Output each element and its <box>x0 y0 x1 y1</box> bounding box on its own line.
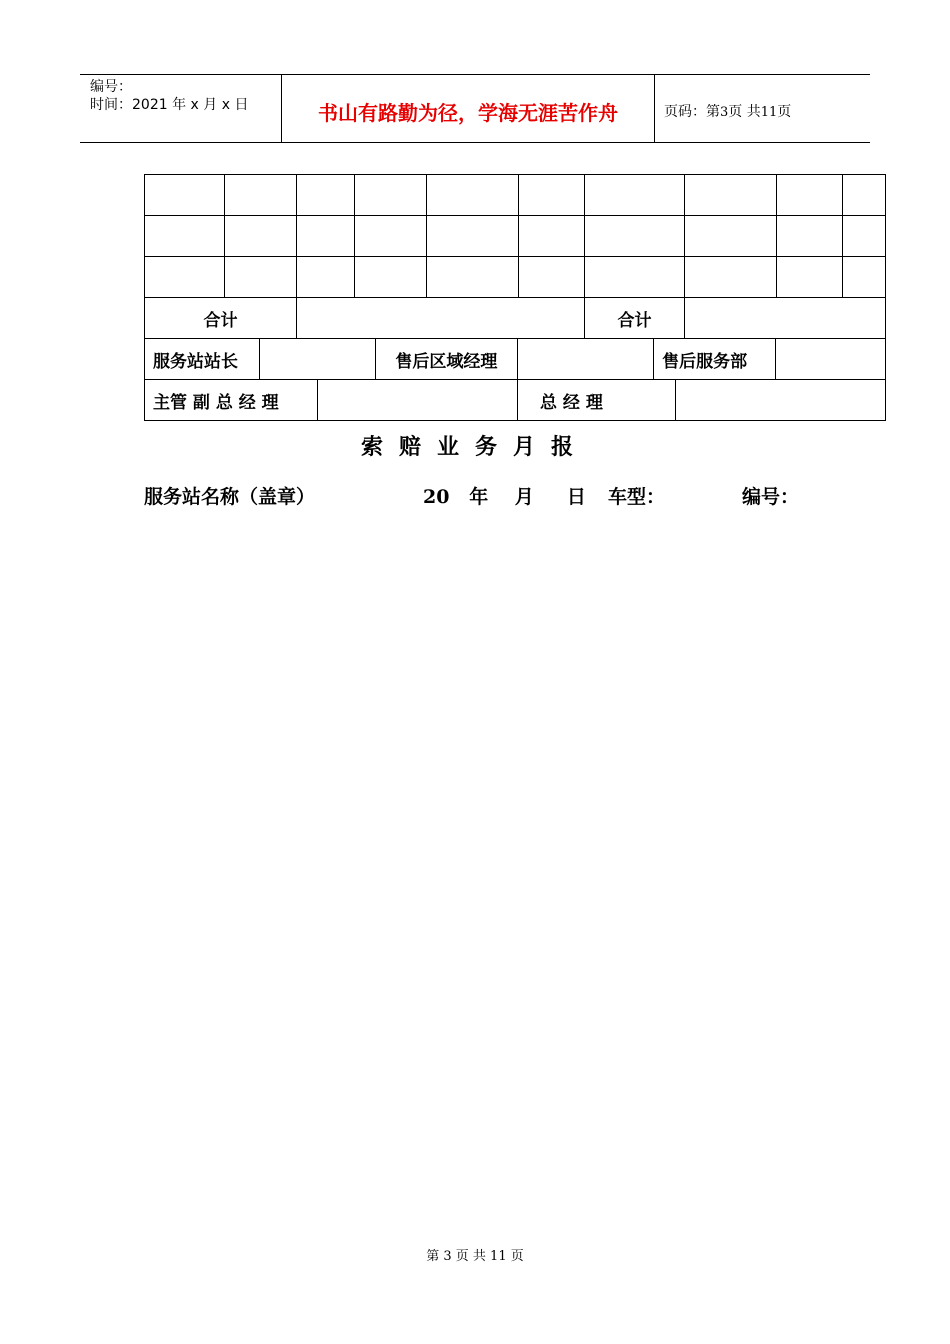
table-row <box>145 257 886 298</box>
table-cell[interactable] <box>843 216 886 257</box>
table-cell[interactable] <box>355 175 427 216</box>
table-cell[interactable] <box>585 175 685 216</box>
station-manager-field[interactable] <box>259 339 375 379</box>
table-cell[interactable] <box>427 216 519 257</box>
table-cell[interactable] <box>225 216 297 257</box>
station-name-label: 服务站名称（盖章） <box>144 486 316 508</box>
header-number-label: 编号： <box>90 79 132 95</box>
table-cell[interactable] <box>297 257 355 298</box>
gm-field[interactable] <box>676 380 885 420</box>
header-top-rule <box>80 74 870 75</box>
table-cell[interactable] <box>145 175 225 216</box>
table-cell[interactable] <box>355 216 427 257</box>
region-manager-label: 售后区域经理 <box>375 339 517 379</box>
table-cell[interactable] <box>843 257 886 298</box>
table-cell[interactable] <box>427 257 519 298</box>
table-cell[interactable] <box>297 216 355 257</box>
header-bottom-rule <box>80 142 870 143</box>
table-cell[interactable] <box>145 216 225 257</box>
page-prefix: 页码：第 <box>664 104 720 120</box>
total-value-1[interactable] <box>297 298 585 339</box>
header-time-label: 时间：2021 年 x 月 x 日 <box>90 97 249 113</box>
page-suffix: 页 <box>777 104 792 120</box>
header-divider-right <box>654 74 655 143</box>
deputy-gm-label: 主管 副 总 经 理 <box>145 380 317 420</box>
report-date: 20 年 月 日 <box>423 486 586 508</box>
table-cell[interactable] <box>225 257 297 298</box>
vehicle-model-label: 车型： <box>608 486 666 508</box>
table-cell[interactable] <box>685 257 777 298</box>
report-number-label: 编号： <box>742 486 800 508</box>
table-cell[interactable] <box>843 175 886 216</box>
page-current: 3 <box>720 105 729 120</box>
table-cell[interactable] <box>685 216 777 257</box>
table-cell[interactable] <box>145 257 225 298</box>
table-cell[interactable] <box>519 257 585 298</box>
signature-row-2 <box>145 380 886 421</box>
table-cell[interactable] <box>427 175 519 216</box>
region-manager-field[interactable] <box>517 339 653 379</box>
claim-form-table <box>144 174 886 421</box>
gm-label: 总 经 理 <box>517 380 675 420</box>
table-cell[interactable] <box>777 216 843 257</box>
footer-page-number: 第 3 页 共 11 页 <box>426 1249 524 1264</box>
signature-row-1 <box>145 339 886 380</box>
total-row <box>145 298 886 339</box>
deputy-gm-field[interactable] <box>317 380 517 420</box>
table-cell[interactable] <box>519 216 585 257</box>
table-row <box>145 175 886 216</box>
service-dept-field[interactable] <box>776 339 885 379</box>
page-total: 11 <box>760 105 778 120</box>
header-page-info <box>664 101 791 121</box>
total-label-2: 合计 <box>585 298 685 339</box>
table-cell[interactable] <box>225 175 297 216</box>
table-cell[interactable] <box>585 216 685 257</box>
table-cell[interactable] <box>777 175 843 216</box>
header-motto: 书山有路勤为径，学海无涯苦作舟 <box>318 101 618 125</box>
table-cell[interactable] <box>297 175 355 216</box>
page-mid: 页 共 <box>728 104 761 120</box>
station-manager-label: 服务站站长 <box>145 339 259 379</box>
table-cell[interactable] <box>685 175 777 216</box>
table-cell[interactable] <box>585 257 685 298</box>
table-row <box>145 216 886 257</box>
table-cell[interactable] <box>777 257 843 298</box>
table-cell[interactable] <box>519 175 585 216</box>
service-dept-label: 售后服务部 <box>654 339 776 379</box>
table-cell[interactable] <box>355 257 427 298</box>
report-title: 索赔业务月报 <box>360 434 589 460</box>
header-meta <box>90 78 248 114</box>
total-label-1: 合计 <box>145 298 297 339</box>
total-value-2[interactable] <box>685 298 886 339</box>
